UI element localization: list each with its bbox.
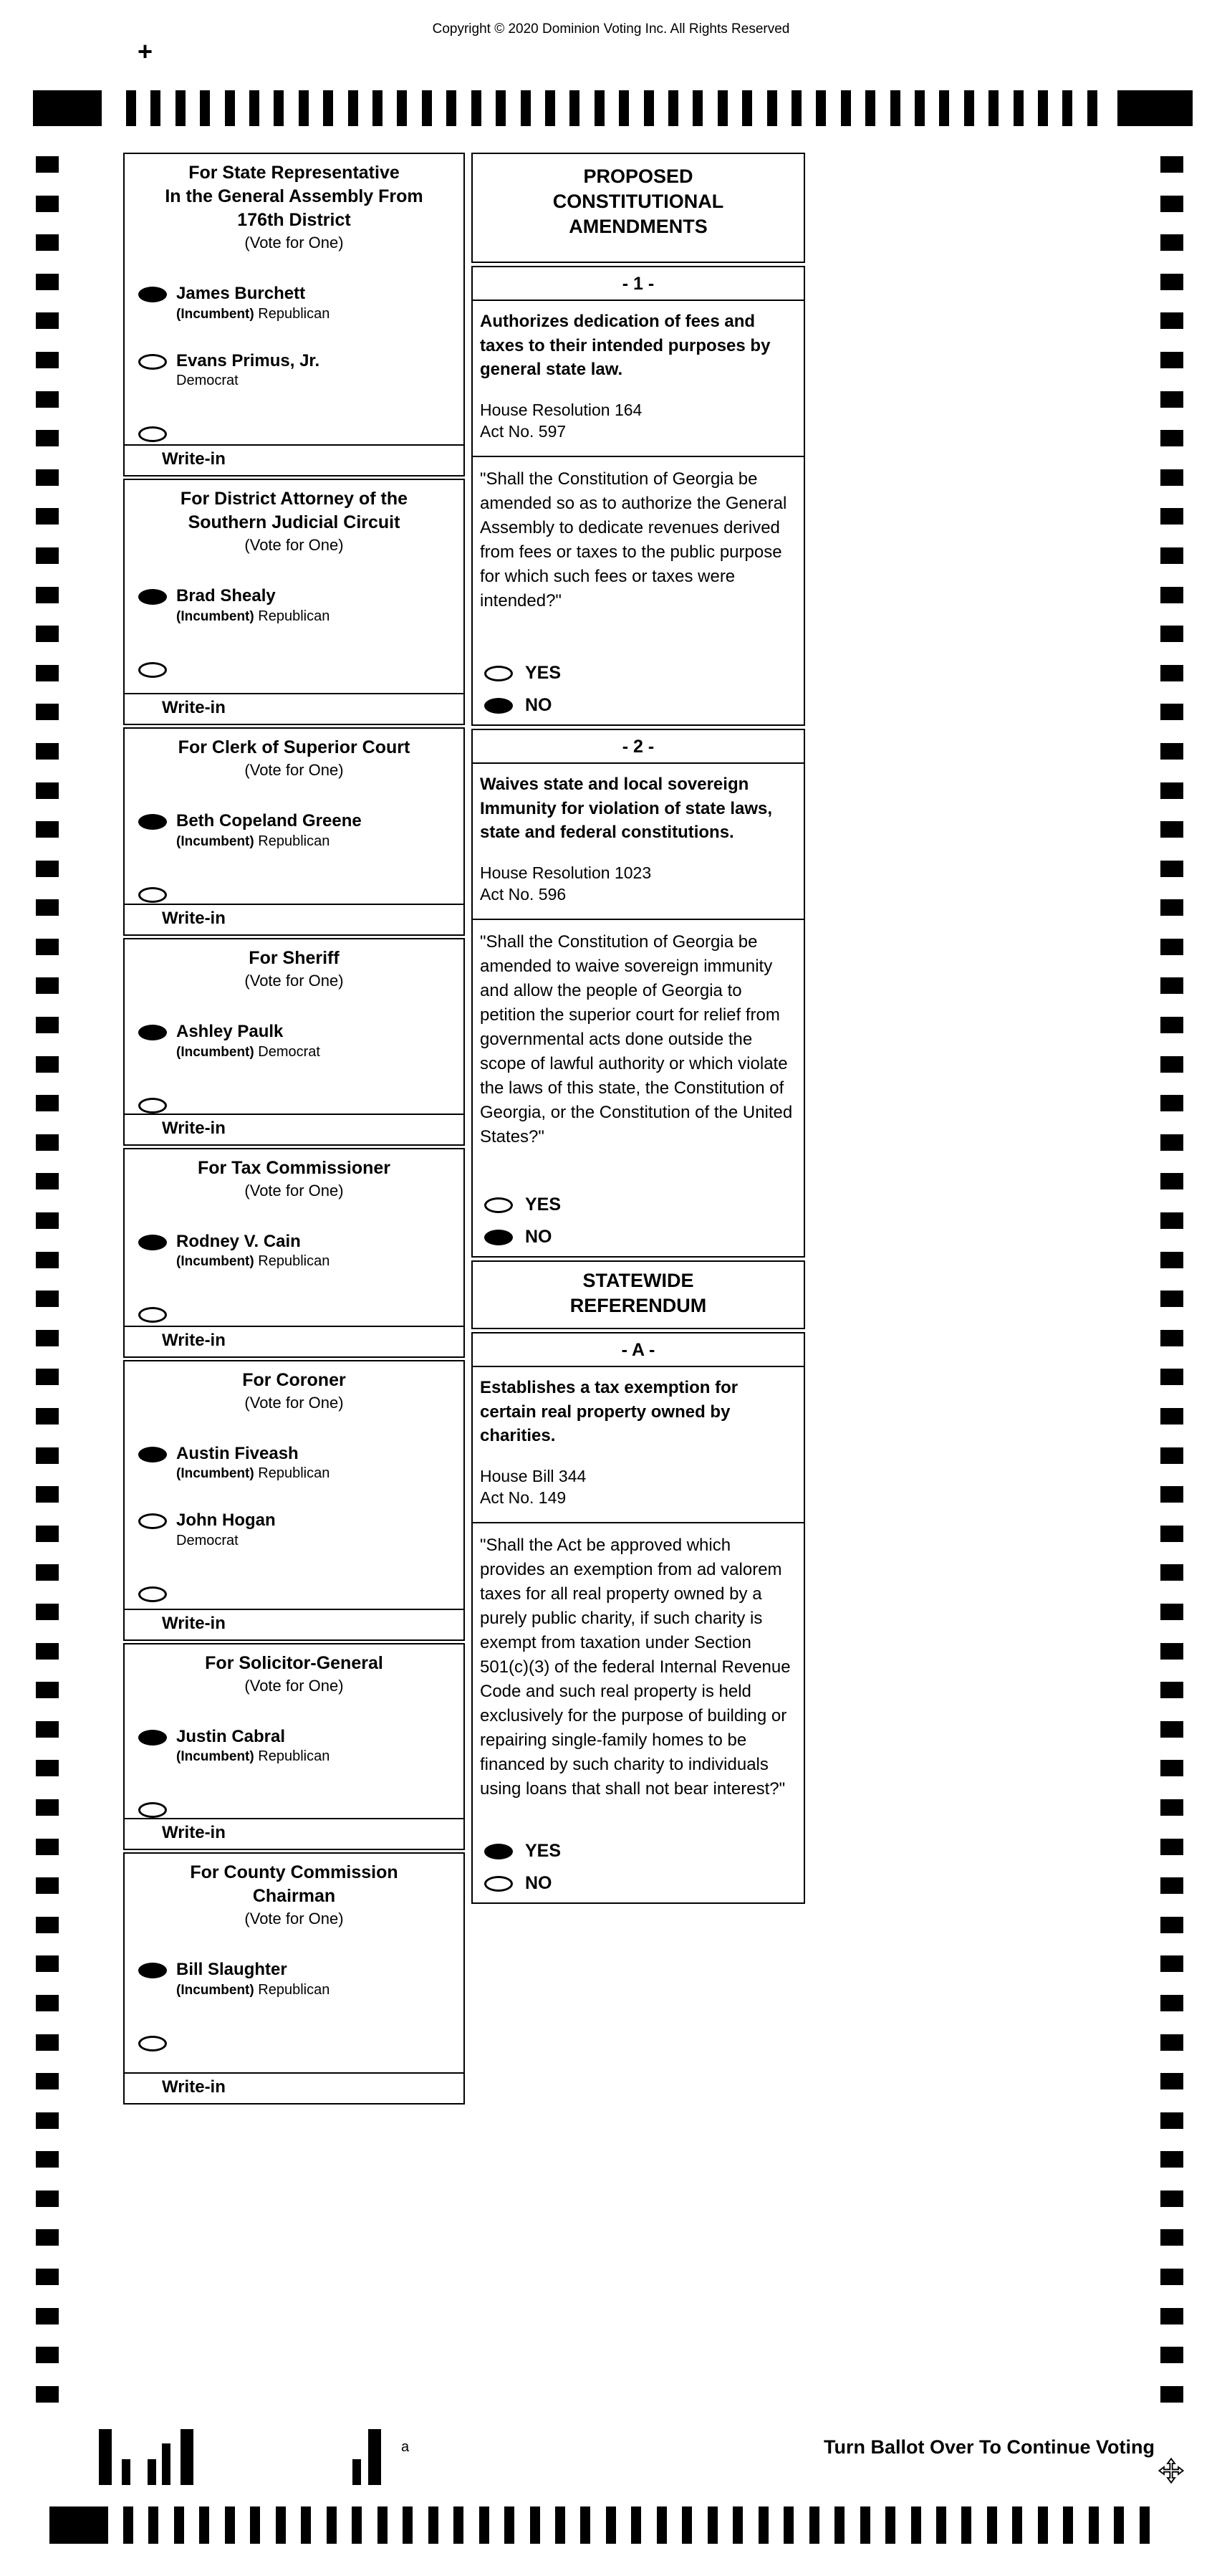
header-line: REFERENDUM	[569, 1295, 707, 1317]
measure-reference-line: Act No. 596	[480, 885, 567, 904]
timing-marks-top	[33, 90, 1193, 126]
move-crosshair-icon	[1157, 2456, 1185, 2485]
contest-title-line: For County Commission	[190, 1862, 398, 1883]
candidate-row	[138, 586, 463, 625]
candidate-name: Austin Fiveash	[176, 1443, 299, 1463]
measure-question: "Shall the Constitution of Georgia be amended to waive sovereign immunity and allow the people of Georgia to petition the superior court for relief from governmental acts done outside the scope of lawful authority or which violate the laws of this state, the Constitution of Georgia, or the Constitution of the United States?"	[480, 932, 793, 1147]
write-in-area[interactable]	[125, 693, 463, 724]
blank-option-row	[138, 2033, 463, 2051]
header-line: CONSTITUTIONAL	[552, 191, 724, 213]
contest-instruction: (Vote for One)	[244, 1676, 344, 1695]
timing-bars	[123, 2506, 1150, 2544]
candidate-name: James Burchett	[176, 284, 306, 303]
candidate-incumbent: (Incumbent)	[176, 608, 254, 624]
write-in-area[interactable]	[125, 1818, 463, 1849]
timing-marks-bottom	[49, 2506, 1150, 2544]
option-label: YES	[525, 1194, 562, 1215]
contest-clerk-superior-court	[123, 727, 465, 936]
contest-instruction: (Vote for One)	[244, 1393, 344, 1412]
contest-title-line: For State Representative	[188, 163, 400, 183]
write-in-area[interactable]	[125, 1114, 463, 1144]
write-in-label: Write-in	[162, 2077, 226, 2097]
contest-title	[125, 480, 463, 535]
vote-bubble[interactable]	[138, 1025, 167, 1040]
option-label: NO	[525, 695, 552, 715]
candidate-row	[138, 1232, 463, 1270]
measure-2	[471, 729, 805, 1258]
write-in-label: Write-in	[162, 449, 226, 469]
vote-bubble[interactable]	[138, 1513, 167, 1529]
candidate-row	[138, 1022, 463, 1060]
measure-a	[471, 1332, 805, 1904]
option-no	[484, 1873, 804, 1894]
candidate-party-name: Democrat	[258, 1043, 320, 1060]
candidate-row	[138, 1960, 463, 1998]
measure-reference-line: Act No. 597	[480, 422, 567, 441]
option-label: YES	[525, 1841, 562, 1861]
contest-title	[125, 729, 463, 760]
contest-title-line: For Clerk of Superior Court	[178, 737, 410, 757]
measures-column	[471, 153, 805, 1904]
vote-bubble[interactable]	[484, 1230, 513, 1245]
measure-reference-line: House Bill 344	[480, 1466, 587, 1485]
header-line: STATEWIDE	[582, 1270, 694, 1291]
measure-options	[473, 651, 804, 724]
candidate-incumbent: (Incumbent)	[176, 1044, 254, 1060]
turn-ballot-over-text: Turn Ballot Over To Continue Voting	[824, 2436, 1155, 2458]
candidate-incumbent: (Incumbent)	[176, 1466, 254, 1482]
candidate-info	[176, 586, 329, 625]
candidate-name: Brad Shealy	[176, 586, 276, 605]
candidate-party-name: Republican	[258, 833, 330, 849]
contest-title-line: For District Attorney of the	[180, 489, 408, 509]
contest-instruction: (Vote for One)	[244, 1181, 344, 1200]
contest-title-line: Southern Judicial Circuit	[188, 512, 400, 532]
measure-references	[473, 1448, 804, 1509]
vote-bubble[interactable]	[484, 1876, 513, 1892]
candidate-party-name: Democrat	[176, 373, 239, 389]
candidate-party-name: Republican	[258, 305, 330, 322]
option-yes	[484, 1194, 804, 1215]
blank-option-row	[138, 423, 463, 442]
candidate-info	[176, 1022, 320, 1060]
option-label: NO	[525, 1873, 552, 1893]
candidate-info	[176, 1444, 329, 1483]
candidate-party	[176, 608, 329, 625]
timing-bars	[126, 90, 1097, 126]
measure-options	[473, 1829, 804, 1902]
contest-state-representative	[123, 153, 465, 477]
contest-title-line: For Sheriff	[249, 948, 340, 968]
write-in-label: Write-in	[162, 1823, 226, 1843]
candidate-name: Beth Copeland Greene	[176, 811, 362, 830]
vote-bubble[interactable]	[484, 1844, 513, 1859]
contest-title	[125, 1361, 463, 1392]
option-yes	[484, 1841, 804, 1862]
registration-plus-mark: +	[138, 37, 153, 66]
measure-summary: Waives state and local sovereign Immunity for violation of state laws, state and federal constitutions.	[480, 775, 773, 843]
candidate-incumbent: (Incumbent)	[176, 306, 254, 322]
measure-number: - 2 -	[622, 737, 655, 757]
referendum-header-text	[473, 1262, 804, 1325]
contest-district-attorney	[123, 479, 465, 725]
option-label: NO	[525, 1227, 552, 1247]
timing-marks-right	[1160, 156, 1183, 2403]
barcode-mark	[181, 2429, 193, 2485]
blank-option-row	[138, 1304, 463, 1323]
write-in-area[interactable]	[125, 904, 463, 934]
write-in-area[interactable]	[125, 2072, 463, 2103]
option-no	[484, 1227, 804, 1248]
write-in-area[interactable]	[125, 1326, 463, 1356]
vote-bubble[interactable]	[138, 1307, 167, 1323]
candidate-name: Bill Slaughter	[176, 1960, 287, 1980]
write-in-label: Write-in	[162, 1330, 226, 1350]
vote-bubble[interactable]	[138, 287, 167, 302]
referendum-header	[471, 1260, 805, 1329]
contest-tax-commissioner	[123, 1148, 465, 1358]
header-line: AMENDMENTS	[569, 216, 708, 238]
contest-coroner	[123, 1360, 465, 1641]
measure-references	[473, 382, 804, 443]
candidate-info	[176, 1232, 329, 1270]
candidate-party	[176, 373, 319, 389]
candidate-party	[176, 1533, 276, 1549]
write-in-label: Write-in	[162, 698, 226, 717]
candidate-name: Evans Primus, Jr.	[176, 350, 320, 370]
barcode-mark	[352, 2459, 361, 2485]
vote-bubble[interactable]	[138, 1963, 167, 1978]
vote-bubble[interactable]	[138, 354, 167, 370]
candidate-incumbent: (Incumbent)	[176, 1749, 254, 1765]
contest-title	[125, 1644, 463, 1675]
blank-option-row	[138, 884, 463, 903]
option-no	[484, 695, 804, 716]
candidate-party	[176, 306, 329, 322]
measure-summary: Establishes a tax exemption for certain real property owned by charities.	[480, 1378, 739, 1446]
contests-column	[123, 153, 465, 2105]
candidate-party	[176, 833, 362, 850]
vote-bubble[interactable]	[138, 1098, 167, 1114]
measure-question: "Shall the Act be approved which provides an exemption from ad valorem taxes for all real property owned by a purely public charity, if such charity is exempt from taxation under Section 501(c)(3) of the federal Internal Revenue Code and such real property is held exclusively for the purpose of building or repairing single-family homes to be financed by such charity to individuals using loans that shall not bear interest?"	[480, 1535, 791, 1799]
contest-title-line: Chairman	[252, 1886, 336, 1907]
contest-instruction: (Vote for One)	[244, 1910, 344, 1928]
copyright-text: Copyright © 2020 Dominion Voting Inc. All Rights Reserved	[432, 21, 790, 37]
barcode-mark	[99, 2429, 112, 2485]
vote-bubble[interactable]	[138, 662, 167, 678]
candidate-info	[176, 1960, 329, 1998]
write-in-label: Write-in	[162, 909, 226, 928]
candidate-row	[138, 284, 463, 322]
candidate-name: John Hogan	[176, 1510, 276, 1531]
amendments-header	[471, 153, 805, 263]
contest-instruction: (Vote for One)	[244, 761, 344, 779]
barcode-mark	[368, 2429, 381, 2485]
measure-number: - A -	[621, 1340, 655, 1360]
blank-option-row	[138, 1095, 463, 1114]
candidate-party-name: Republican	[258, 608, 330, 624]
header-line: PROPOSED	[583, 166, 693, 187]
barcode-mark	[148, 2459, 156, 2485]
candidate-info	[176, 1727, 329, 1766]
measure-reference-line: House Resolution 164	[480, 400, 643, 419]
vote-bubble[interactable]	[138, 426, 167, 442]
contest-sheriff	[123, 938, 465, 1146]
option-label: YES	[525, 663, 562, 683]
contest-title	[125, 939, 463, 970]
contest-solicitor-general	[123, 1643, 465, 1851]
timing-block	[1117, 90, 1193, 126]
candidate-party-name: Republican	[258, 1981, 330, 1998]
candidate-party-name: Republican	[258, 1748, 330, 1765]
write-in-label: Write-in	[162, 1118, 226, 1138]
vote-bubble[interactable]	[138, 887, 167, 903]
candidate-party-name: Democrat	[176, 1532, 239, 1548]
vote-bubble[interactable]	[138, 814, 167, 830]
vote-bubble[interactable]	[138, 1730, 167, 1746]
candidate-name: Rodney V. Cain	[176, 1231, 301, 1251]
candidate-party-name: Republican	[258, 1253, 330, 1270]
measure-1	[471, 266, 805, 726]
barcode-mark	[162, 2443, 170, 2485]
candidate-party	[176, 1748, 329, 1765]
candidate-party	[176, 1465, 329, 1482]
blank-option-row	[138, 1584, 463, 1602]
candidate-name: Ashley Paulk	[176, 1022, 284, 1041]
vote-bubble[interactable]	[484, 1197, 513, 1213]
vote-bubble[interactable]	[138, 1586, 167, 1602]
contest-instruction: (Vote for One)	[244, 536, 344, 554]
measure-question: "Shall the Constitution of Georgia be amended so as to authorize the General Assembly to dedicate revenues derived from fees or taxes to the public purpose for which such fees or taxes were intended?"	[480, 469, 787, 611]
vote-bubble[interactable]	[138, 1447, 167, 1462]
contest-county-commission-chairman	[123, 1852, 465, 2105]
measure-summary: Authorizes dedication of fees and taxes to their intended purposes by general state law.	[480, 312, 771, 380]
write-in-label: Write-in	[162, 1613, 226, 1633]
candidate-incumbent: (Incumbent)	[176, 1982, 254, 1998]
contest-instruction: (Vote for One)	[244, 234, 344, 252]
style-mark: a	[401, 2439, 410, 2455]
candidate-row	[138, 1727, 463, 1766]
measure-references	[473, 845, 804, 906]
candidate-incumbent: (Incumbent)	[176, 1254, 254, 1270]
candidate-incumbent: (Incumbent)	[176, 833, 254, 849]
contest-title-line: For Solicitor-General	[205, 1652, 383, 1673]
barcode-mark	[122, 2459, 130, 2485]
measure-reference-line: Act No. 149	[480, 1488, 567, 1508]
vote-bubble[interactable]	[484, 698, 513, 714]
candidate-row	[138, 1444, 463, 1483]
candidate-party-name: Republican	[258, 1465, 330, 1482]
contest-title-line: In the General Assembly From	[165, 186, 423, 206]
contest-title-line: For Coroner	[242, 1369, 346, 1390]
timing-block	[49, 2506, 108, 2544]
vote-bubble[interactable]	[138, 1802, 167, 1818]
blank-option-row	[138, 659, 463, 678]
contest-instruction: (Vote for One)	[244, 972, 344, 990]
contest-title	[125, 1854, 463, 1908]
candidate-party	[176, 1982, 329, 1998]
candidate-row	[138, 1510, 463, 1549]
vote-bubble[interactable]	[484, 666, 513, 681]
blank-option-row	[138, 1799, 463, 1818]
candidate-name: Justin Cabral	[176, 1726, 286, 1746]
vote-bubble[interactable]	[138, 1235, 167, 1250]
option-yes	[484, 663, 804, 684]
candidate-row	[138, 811, 463, 850]
measure-options	[473, 1183, 804, 1256]
write-in-area[interactable]	[125, 1609, 463, 1639]
candidate-row	[138, 351, 463, 390]
candidate-info	[176, 1510, 276, 1549]
vote-bubble[interactable]	[138, 589, 167, 605]
candidate-info	[176, 284, 329, 322]
candidate-party	[176, 1253, 329, 1270]
candidate-info	[176, 811, 362, 850]
candidate-party	[176, 1044, 320, 1060]
timing-block	[33, 90, 102, 126]
write-in-area[interactable]	[125, 444, 463, 475]
measure-reference-line: House Resolution 1023	[480, 863, 652, 882]
timing-marks-left	[36, 156, 59, 2403]
contest-title	[125, 1149, 463, 1180]
contest-title-line: 176th District	[237, 210, 351, 230]
contest-title	[125, 154, 463, 232]
amendments-header-text	[473, 154, 804, 249]
vote-bubble[interactable]	[138, 2036, 167, 2051]
candidate-info	[176, 351, 319, 390]
measure-number: - 1 -	[622, 274, 655, 294]
contest-title-line: For Tax Commissioner	[197, 1157, 391, 1178]
